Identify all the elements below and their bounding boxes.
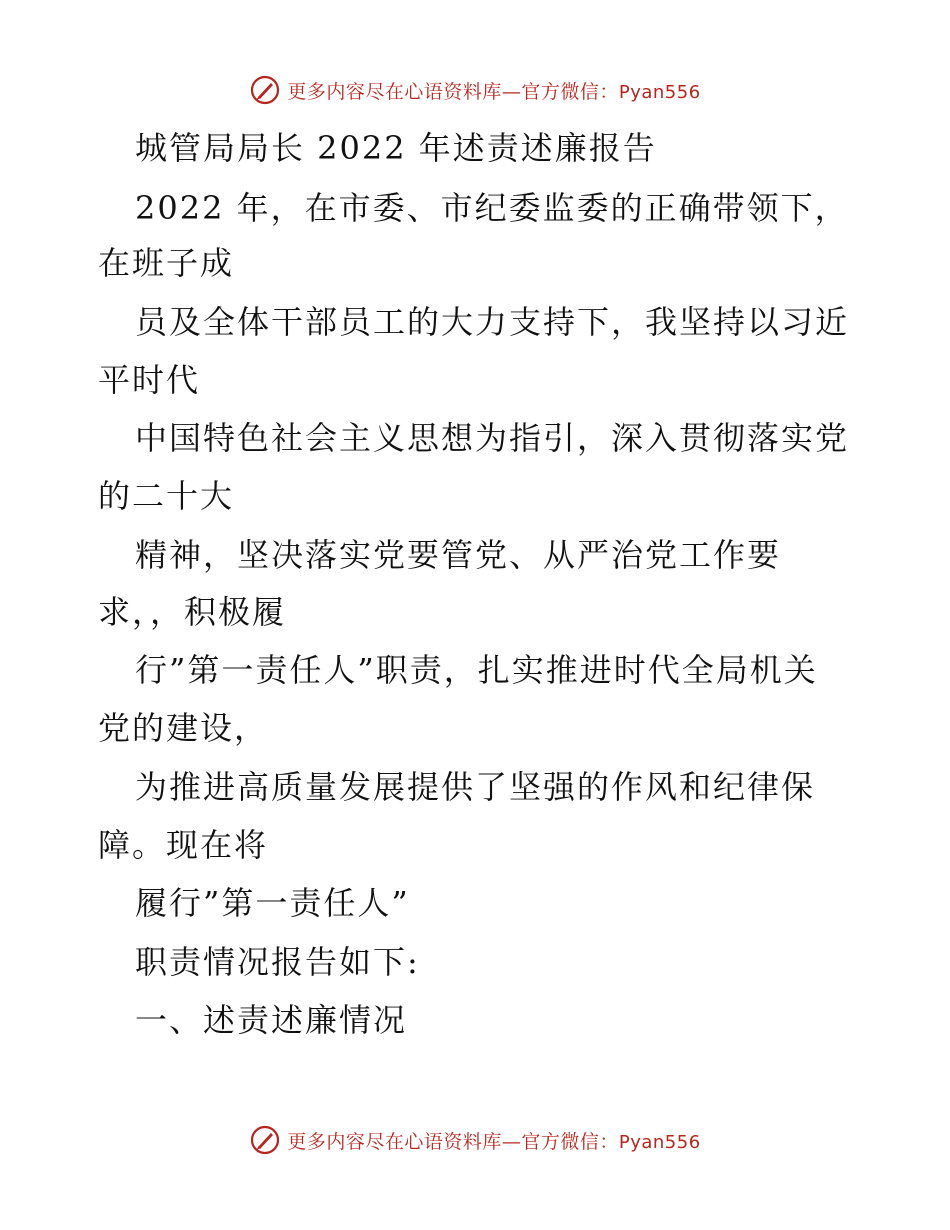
watermark-text: 更多内容尽在心语资料库—官方微信：Pyan556 [287, 80, 701, 103]
header-watermark [0, 70, 950, 110]
quill-pen-logo-icon [249, 1124, 281, 1156]
paragraph-line: 平时代 [98, 361, 201, 399]
paragraph-line: 障。现在将 [98, 826, 269, 864]
paragraph-line: 职责情况报告如下: [135, 943, 420, 981]
quill-pen-logo-icon [249, 74, 281, 106]
paragraph-line: 精神，坚决落实党要管党、从严治党工作要 [135, 536, 782, 574]
paragraph-line: 求，，积极履 [98, 593, 287, 631]
paragraph-line: 的二十大 [98, 477, 235, 515]
watermark-text: 更多内容尽在心语资料库—官方微信：Pyan556 [287, 1130, 701, 1153]
paragraph-line: 行”第一责任人”职责，扎实推进时代全局机关 [135, 651, 818, 689]
paragraph-line: 中国特色社会主义思想为指引，深入贯彻落实党 [135, 419, 850, 457]
paragraph-line: 2022 年，在市委、市纪委监委的正确带领下， [135, 189, 849, 227]
paragraph-line: 为推进高质量发展提供了坚强的作风和纪律保 [135, 768, 816, 806]
section-heading: 一、述责述廉情况 [135, 1001, 408, 1039]
footer-watermark [0, 1120, 950, 1160]
paragraph-line: 党的建设， [98, 709, 269, 747]
paragraph-line: 在班子成 [98, 244, 235, 282]
paragraph-line: 员及全体干部员工的大力支持下，我坚持以习近 [135, 303, 850, 341]
paragraph-line: 履行”第一责任人” [135, 884, 410, 922]
document-title: 城管局局长 2022 年述责述廉报告 [135, 129, 657, 167]
